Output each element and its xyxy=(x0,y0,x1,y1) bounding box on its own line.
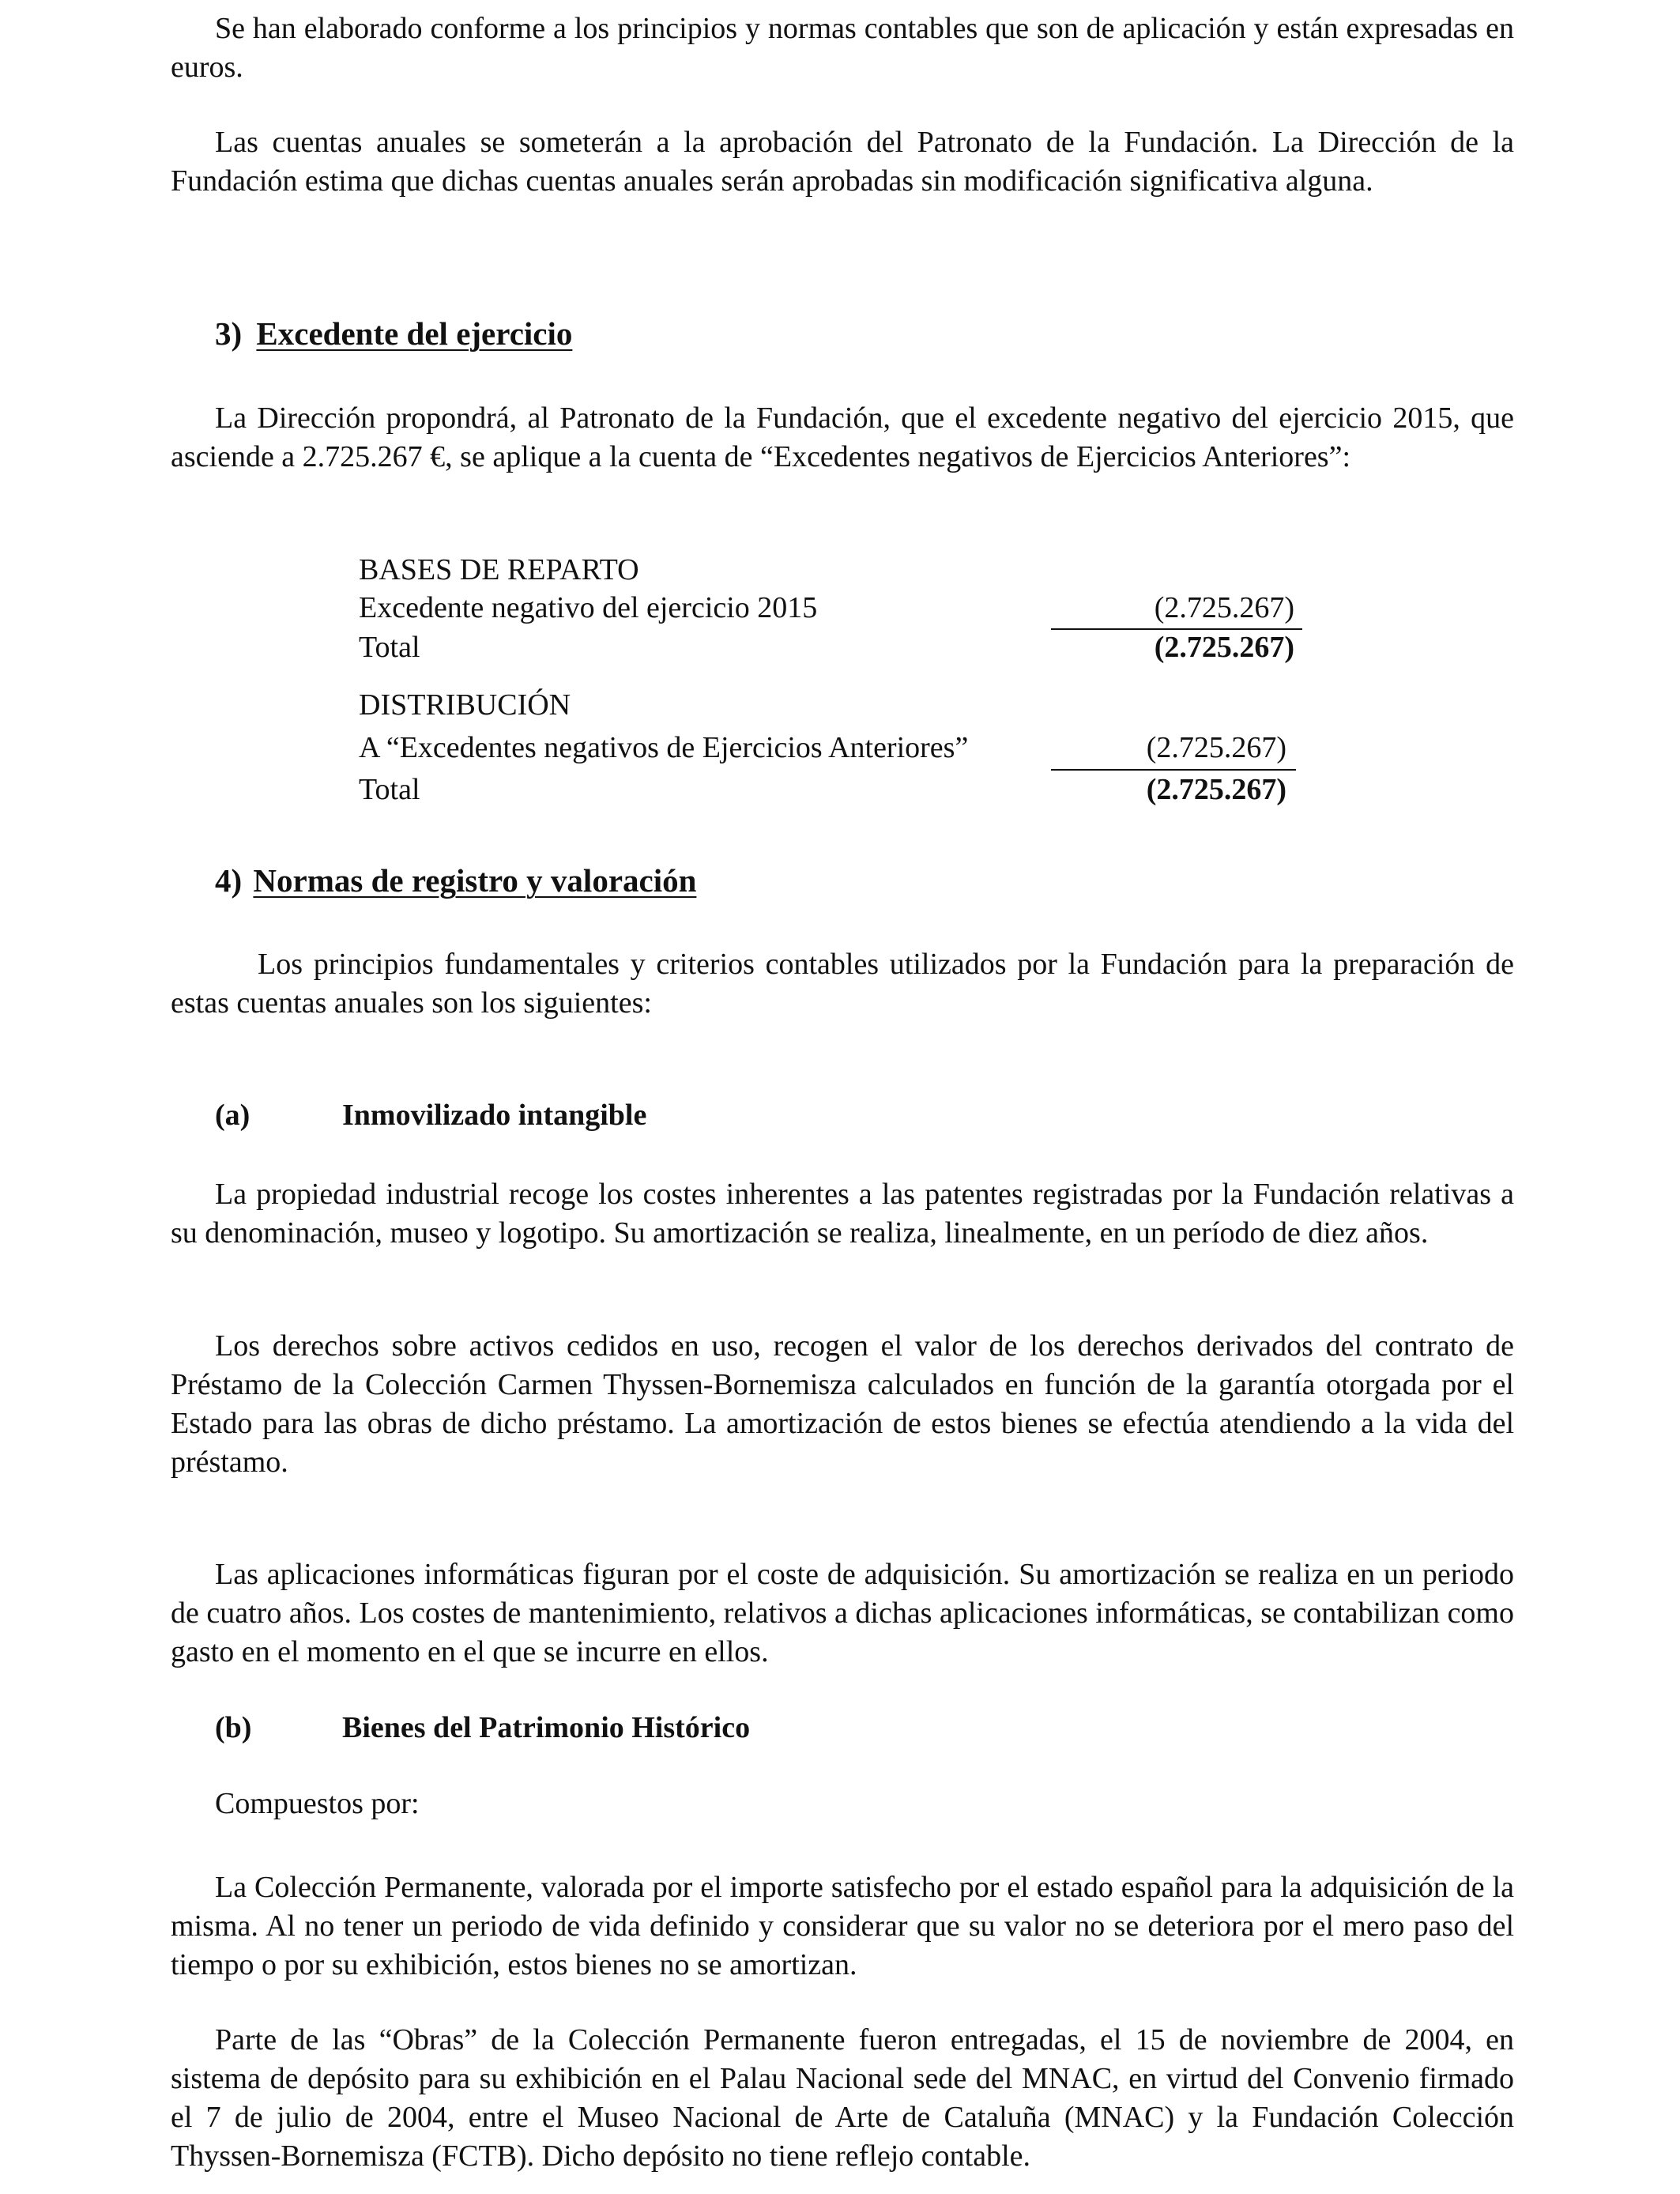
distribution-row-label: A “Excedentes negativos de Ejercicios Anteriores” xyxy=(359,731,969,764)
paragraph-principles-intro xyxy=(171,945,1514,1023)
section-number: 3) xyxy=(215,315,243,352)
paragraph-text: Se han elaborado conforme a los principios y normas contables que son de aplicación y están expresadas en euros. xyxy=(171,12,1514,84)
paragraph-text: Compuestos por: xyxy=(215,1787,420,1820)
subsection-a-title: Inmovilizado intangible xyxy=(342,1099,647,1132)
paragraph-composed-of xyxy=(171,1785,1514,1823)
bases-title: BASES DE REPARTO xyxy=(359,553,639,586)
bases-total-value: (2.725.267) xyxy=(1154,631,1294,664)
paragraph-permanent-collection xyxy=(171,1868,1514,1985)
paragraph-industrial-property xyxy=(171,1175,1514,1253)
section-title: Excedente del ejercicio xyxy=(256,315,573,352)
paragraph-approval xyxy=(171,123,1514,201)
section-3-heading xyxy=(215,315,572,352)
paragraph-text: Los principios fundamentales y criterios contables utilizados por la Fundación para la preparación de estas cuentas anuales son los siguientes: xyxy=(171,948,1514,1020)
paragraph-software xyxy=(171,1555,1514,1672)
paragraph-text: Parte de las “Obras” de la Colección Permanente fueron entregadas, el 15 de noviembre de 2004, en sistema de depósito para su exhibición en el Palau Nacional sede del MNAC, en virtud del Convenio firmado el 7 de julio de 2004, entre el Museo Nacional de Arte de Cataluña (MNAC) y la Fundación Colección Thyssen-Bornemisza (FCTB). Dicho depósito no tiene reflejo contable. xyxy=(171,2023,1514,2173)
distribution-title: DISTRIBUCIÓN xyxy=(359,688,571,722)
distribution-total-value: (2.725.267) xyxy=(1146,773,1286,806)
section-number: 4) xyxy=(215,862,243,899)
subsection-a-label: (a) xyxy=(215,1099,250,1132)
paragraph-accounting-principles xyxy=(171,9,1514,87)
section-title: Normas de registro y valoración xyxy=(253,862,697,899)
distribution-row-value: (2.725.267) xyxy=(1146,731,1286,764)
paragraph-text: La propiedad industrial recoge los costes inherentes a las patentes registradas por la Fundación relativas a su denominación, museo y logotipo. Su amortización se realiza, linealmente, en un período de diez años. xyxy=(171,1178,1514,1250)
subsection-b-title: Bienes del Patrimonio Histórico xyxy=(342,1711,751,1744)
bases-row-label: Excedente negativo del ejercicio 2015 xyxy=(359,591,818,624)
paragraph-text: Las cuentas anuales se someterán a la aprobación del Patronato de la Fundación. La Dirección de la Fundación estima que dichas cuentas anuales serán aprobadas sin modificación significativa alguna. xyxy=(171,126,1514,198)
paragraph-text: La Dirección propondrá, al Patronato de la Fundación, que el excedente negativo del ejercicio 2015, que asciende a 2.725.267 €, se aplique a la cuenta de “Excedentes negativos de Ejercicios Anteriores”: xyxy=(171,401,1514,473)
paragraph-surplus-proposal xyxy=(171,399,1514,477)
bases-total-label: Total xyxy=(359,631,420,664)
distribution-total-label: Total xyxy=(359,773,420,806)
paragraph-text: Las aplicaciones informáticas figuran por el coste de adquisición. Su amortización se realiza en un periodo de cuatro años. Los costes de mantenimiento, relativos a dichas aplicaciones informáticas, se contabilizan como gasto en el momento en el que se incurre en ellos. xyxy=(171,1558,1514,1668)
paragraph-mnac-deposit xyxy=(171,2021,1514,2176)
subsection-b-label: (b) xyxy=(215,1711,252,1744)
bases-row-value: (2.725.267) xyxy=(1154,591,1294,624)
paragraph-text: La Colección Permanente, valorada por el importe satisfecho por el estado español para la adquisición de la misma. Al no tener un periodo de vida definido y considerar que su valor no se deteriora por el mero paso del tiempo o por su exhibición, estos bienes no se amortizan. xyxy=(171,1871,1514,1981)
section-4-heading xyxy=(215,861,696,899)
paragraph-usage-rights xyxy=(171,1327,1514,1482)
paragraph-text: Los derechos sobre activos cedidos en uso, recogen el valor de los derechos derivados del contrato de Préstamo de la Colección Carmen Thyssen-Bornemisza calculados en función de la garantía otorgada por el Estado para las obras de dicho préstamo. La amortización de estos bienes se efectúa atendiendo a la vida del préstamo. xyxy=(171,1329,1514,1479)
